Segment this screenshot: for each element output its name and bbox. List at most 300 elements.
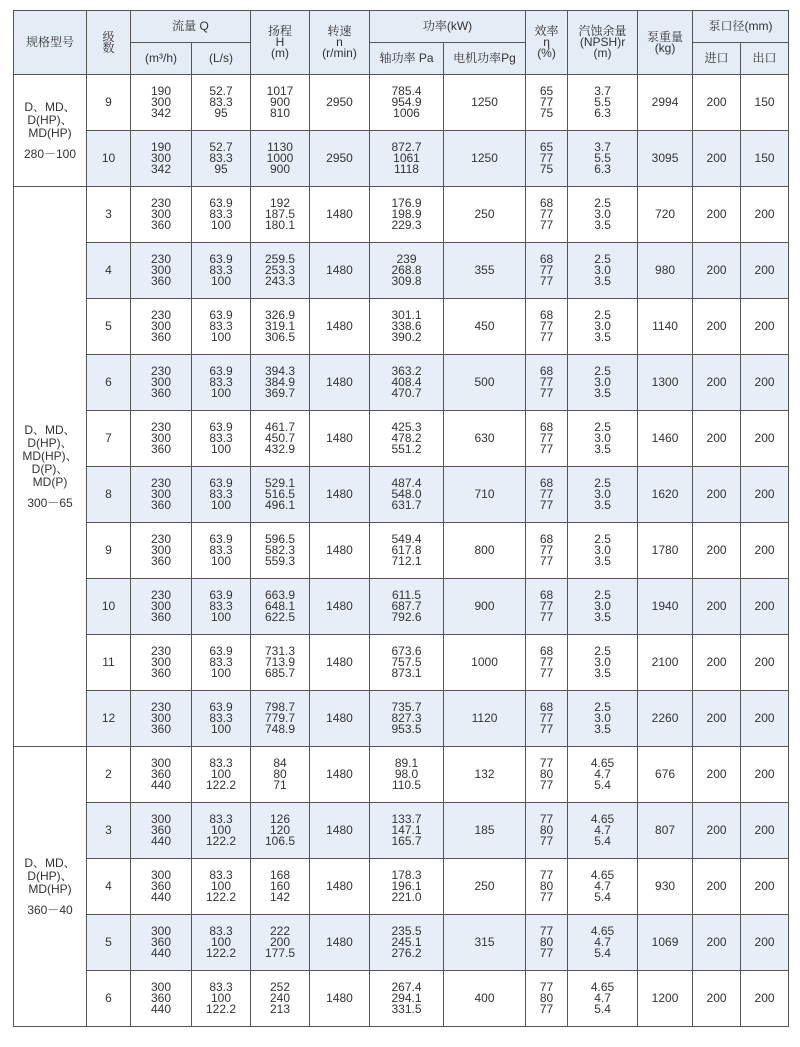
motor-power-cell: 185: [444, 803, 526, 859]
stages-cell: 3: [87, 803, 131, 859]
motor-power-cell: 132: [444, 747, 526, 803]
cell-value: 52.7: [209, 140, 233, 154]
cell-value: 77: [539, 375, 554, 389]
cell-value: 80: [539, 823, 554, 837]
outlet-cell: 200: [741, 747, 789, 803]
stages-cell: 12: [87, 691, 131, 747]
cell-value: 77: [539, 868, 554, 882]
inlet-cell: 200: [693, 859, 741, 915]
cell-value: 360: [150, 666, 172, 680]
cell-value: 394.3: [265, 364, 296, 378]
table-row: [14, 355, 789, 411]
cell-value: 230: [150, 700, 172, 714]
stages-cell: 5: [87, 915, 131, 971]
cell-value: 4.65: [590, 980, 615, 994]
cell-value: 360: [150, 823, 172, 837]
cell-value: 663.9: [265, 588, 296, 602]
cell-value: 176.9: [391, 196, 422, 210]
outlet-cell: 200: [741, 243, 789, 299]
cell-value: 77: [539, 554, 554, 568]
cell-value: 440: [150, 890, 172, 904]
cell-value: 300: [150, 868, 172, 882]
cell-value: 77: [539, 274, 554, 288]
cell-value: 2.5: [594, 420, 611, 434]
cell-value: 360: [150, 722, 172, 736]
cell-value: 6.3: [594, 162, 611, 176]
efficiency-cell: [526, 915, 568, 971]
efficiency-cell: [526, 299, 568, 355]
cell-value: 259.5: [265, 252, 296, 266]
cell-value: 83.3: [209, 599, 233, 613]
cell-value: 168: [270, 868, 291, 882]
flow-ls-cell: [192, 187, 251, 243]
header-motor-power: 电机功率Pg: [444, 43, 526, 75]
cell-value: 100: [210, 498, 232, 512]
cell-value: 276.2: [391, 946, 422, 960]
speed-cell: 1480: [310, 187, 370, 243]
pump-spec-table: [13, 10, 789, 1027]
efficiency-cell: [526, 691, 568, 747]
cell-value: 3.5: [594, 330, 611, 344]
cell-value: 294.1: [391, 991, 422, 1005]
flow-ls-cell: [192, 915, 251, 971]
model-name-line: D(HP)、: [27, 435, 73, 450]
cell-value: 900: [270, 162, 291, 176]
cell-value: 1006: [393, 106, 420, 120]
inlet-cell: 200: [693, 75, 741, 131]
flow-ls-cell: [192, 747, 251, 803]
flow-m3h-cell: [131, 523, 192, 579]
stages-cell: 11: [87, 635, 131, 691]
flow-ls-cell: [192, 75, 251, 131]
speed-cell: 1480: [310, 411, 370, 467]
cell-value: 785.4: [391, 84, 422, 98]
shaft-power-cell: [370, 187, 444, 243]
shaft-power-cell: [370, 243, 444, 299]
npsh-cell: [568, 635, 638, 691]
model-cell: [14, 187, 87, 747]
cell-value: 3.0: [594, 655, 611, 669]
cell-value: 954.9: [391, 95, 422, 109]
cell-value: 900: [270, 95, 291, 109]
npsh-cell: [568, 971, 638, 1027]
model-name-line: MD(P): [32, 474, 68, 489]
flow-m3h-cell: [131, 915, 192, 971]
speed-cell: 2950: [310, 131, 370, 187]
speed-cell: 1480: [310, 467, 370, 523]
flow-ls-cell: [192, 803, 251, 859]
table-header: [14, 11, 789, 75]
cell-value: 798.7: [265, 700, 296, 714]
cell-value: 3.5: [594, 218, 611, 232]
npsh-cell: [568, 691, 638, 747]
cell-value: 235.5: [391, 924, 422, 938]
outlet-cell: 200: [741, 915, 789, 971]
cell-value: 230: [150, 644, 172, 658]
cell-value: 77: [539, 263, 554, 277]
flow-m3h-cell: [131, 803, 192, 859]
cell-value: 611.5: [391, 588, 422, 602]
speed-cell: 1480: [310, 523, 370, 579]
cell-value: 360: [150, 610, 172, 624]
head-cell: [251, 523, 310, 579]
weight-cell: 1780: [638, 523, 693, 579]
inlet-cell: 200: [693, 243, 741, 299]
table-row: [14, 243, 789, 299]
cell-value: 360: [150, 274, 172, 288]
cell-value: 300: [150, 487, 172, 501]
header-outlet: 出口: [741, 43, 789, 75]
cell-value: 83.3: [209, 655, 233, 669]
npsh-cell: [568, 523, 638, 579]
speed-cell: 1480: [310, 915, 370, 971]
npsh-cell: [568, 859, 638, 915]
table-body: [14, 75, 789, 1027]
weight-cell: 720: [638, 187, 693, 243]
header-inlet: 进口: [693, 43, 741, 75]
cell-value: 95: [214, 162, 228, 176]
cell-value: 65: [539, 84, 554, 98]
cell-value: 177.5: [265, 946, 296, 960]
cell-value: 408.4: [391, 375, 422, 389]
cell-value: 5.4: [594, 946, 611, 960]
weight-cell: 930: [638, 859, 693, 915]
cell-value: 77: [539, 218, 554, 232]
shaft-power-cell: [370, 971, 444, 1027]
cell-value: 122.2: [205, 890, 237, 904]
cell-value: 360: [150, 330, 172, 344]
head-cell: [251, 971, 310, 1027]
cell-value: 190: [150, 84, 172, 98]
cell-value: 71: [273, 778, 287, 792]
header-model: 规格型号: [14, 11, 87, 75]
efficiency-cell: [526, 411, 568, 467]
cell-value: 3.5: [594, 722, 611, 736]
cell-value: 83.3: [209, 980, 233, 994]
stages-cell: 3: [87, 187, 131, 243]
motor-power-cell: 1250: [444, 131, 526, 187]
cell-value: 2.5: [594, 588, 611, 602]
cell-value: 648.1: [265, 599, 296, 613]
cell-value: 95: [214, 106, 228, 120]
header-power: 功率(kW): [370, 11, 526, 43]
cell-value: 68: [539, 644, 554, 658]
cell-value: 3.0: [594, 375, 611, 389]
cell-value: 551.2: [391, 442, 422, 456]
cell-value: 122.2: [205, 1002, 237, 1016]
cell-value: 245.1: [391, 935, 422, 949]
weight-cell: 1940: [638, 579, 693, 635]
cell-value: 3.5: [594, 386, 611, 400]
cell-value: 1130: [267, 140, 293, 154]
cell-value: 712.1: [391, 554, 422, 568]
head-cell: [251, 691, 310, 747]
cell-value: 80: [539, 991, 554, 1005]
outlet-cell: 200: [741, 187, 789, 243]
outlet-cell: 200: [741, 579, 789, 635]
head-cell: [251, 243, 310, 299]
flow-m3h-cell: [131, 859, 192, 915]
header-stages: 级 数: [87, 11, 131, 75]
cell-value: 300: [150, 599, 172, 613]
motor-power-cell: 315: [444, 915, 526, 971]
outlet-cell: 200: [741, 803, 789, 859]
cell-value: 309.8: [391, 274, 422, 288]
cell-value: 77: [539, 946, 554, 960]
stages-cell: 6: [87, 971, 131, 1027]
cell-value: 2.5: [594, 364, 611, 378]
cell-value: 300: [150, 756, 172, 770]
cell-value: 440: [150, 778, 172, 792]
cell-value: 3.5: [594, 554, 611, 568]
cell-value: 360: [150, 935, 172, 949]
inlet-cell: 200: [693, 915, 741, 971]
cell-value: 685.7: [265, 666, 296, 680]
outlet-cell: 150: [741, 131, 789, 187]
table-row: [14, 467, 789, 523]
speed-cell: 1480: [310, 803, 370, 859]
cell-value: 2.5: [594, 308, 611, 322]
speed-cell: 1480: [310, 243, 370, 299]
cell-value: 68: [539, 476, 554, 490]
cell-value: 3.0: [594, 263, 611, 277]
header-speed: 转速 n (r/min): [310, 11, 370, 75]
cell-value: 3.0: [594, 431, 611, 445]
weight-cell: 1300: [638, 355, 693, 411]
head-cell: [251, 299, 310, 355]
cell-value: 77: [539, 498, 554, 512]
cell-value: 596.5: [265, 532, 296, 546]
cell-value: 1118: [394, 162, 419, 176]
cell-value: 83.3: [209, 812, 233, 826]
cell-value: 548.0: [391, 487, 422, 501]
cell-value: 300: [150, 980, 172, 994]
outlet-cell: 200: [741, 523, 789, 579]
cell-value: 75: [539, 162, 554, 176]
cell-value: 230: [150, 588, 172, 602]
outlet-cell: 200: [741, 635, 789, 691]
cell-value: 126: [270, 812, 291, 826]
table-row: [14, 411, 789, 467]
outlet-cell: 200: [741, 691, 789, 747]
cell-value: 3.0: [594, 711, 611, 725]
shaft-power-cell: [370, 467, 444, 523]
cell-value: 301.1: [391, 308, 422, 322]
flow-m3h-cell: [131, 691, 192, 747]
cell-value: 3.5: [594, 274, 611, 288]
cell-value: 80: [273, 767, 287, 781]
shaft-power-cell: [370, 691, 444, 747]
npsh-cell: [568, 355, 638, 411]
model-name-line: D、MD、: [24, 855, 76, 870]
cell-value: 147.1: [391, 823, 422, 837]
cell-value: 360: [150, 554, 172, 568]
cell-value: 748.9: [265, 722, 296, 736]
cell-value: 187.5: [265, 207, 296, 221]
flow-ls-cell: [192, 579, 251, 635]
shaft-power-cell: [370, 411, 444, 467]
cell-value: 221.0: [391, 890, 422, 904]
header-shaft-power: 轴功率 Pa: [370, 43, 444, 75]
head-cell: [251, 915, 310, 971]
cell-value: 230: [150, 196, 172, 210]
efficiency-cell: [526, 131, 568, 187]
npsh-cell: [568, 803, 638, 859]
table-row: [14, 187, 789, 243]
shaft-power-cell: [370, 859, 444, 915]
cell-value: 319.1: [265, 319, 296, 333]
cell-value: 3.0: [594, 599, 611, 613]
header-flow-ls: (L/s): [192, 43, 251, 75]
cell-value: 827.3: [391, 711, 422, 725]
cell-value: 360: [150, 218, 172, 232]
table-row: [14, 635, 789, 691]
cell-value: 384.9: [265, 375, 296, 389]
cell-value: 2.5: [594, 252, 611, 266]
shaft-power-cell: [370, 579, 444, 635]
model-range: 280－100: [23, 146, 77, 161]
cell-value: 63.9: [209, 196, 233, 210]
table-row: [14, 299, 789, 355]
stages-cell: 9: [87, 75, 131, 131]
model-name-line: D、MD、: [24, 99, 76, 114]
header-flow: 流量 Q: [131, 11, 251, 43]
npsh-cell: [568, 579, 638, 635]
cell-value: 63.9: [209, 700, 233, 714]
cell-value: 83.3: [209, 924, 233, 938]
cell-value: 5.4: [594, 778, 611, 792]
cell-value: 4.7: [594, 991, 611, 1005]
cell-value: 631.7: [391, 498, 422, 512]
cell-value: 77: [539, 1002, 554, 1016]
table-row: [14, 579, 789, 635]
model-cell: [14, 747, 87, 1027]
npsh-cell: [568, 747, 638, 803]
cell-value: 77: [539, 711, 554, 725]
cell-value: 300: [150, 543, 172, 557]
efficiency-cell: [526, 243, 568, 299]
cell-value: 300: [150, 431, 172, 445]
flow-ls-cell: [192, 523, 251, 579]
cell-value: 326.9: [265, 308, 296, 322]
cell-value: 77: [539, 655, 554, 669]
flow-m3h-cell: [131, 355, 192, 411]
speed-cell: 2950: [310, 75, 370, 131]
cell-value: 77: [539, 151, 554, 165]
speed-cell: 1480: [310, 579, 370, 635]
efficiency-cell: [526, 579, 568, 635]
cell-value: 4.65: [590, 756, 615, 770]
cell-value: 496.1: [265, 498, 296, 512]
cell-value: 1061: [393, 151, 420, 165]
cell-value: 2.5: [594, 476, 611, 490]
efficiency-cell: [526, 747, 568, 803]
cell-value: 68: [539, 700, 554, 714]
efficiency-cell: [526, 75, 568, 131]
flow-m3h-cell: [131, 411, 192, 467]
cell-value: 240: [270, 991, 291, 1005]
cell-value: 713.9: [265, 655, 296, 669]
cell-value: 106.5: [265, 834, 296, 848]
table-row: [14, 915, 789, 971]
outlet-cell: 150: [741, 75, 789, 131]
motor-power-cell: 400: [444, 971, 526, 1027]
weight-cell: 676: [638, 747, 693, 803]
shaft-power-cell: [370, 75, 444, 131]
inlet-cell: 200: [693, 411, 741, 467]
stages-cell: 2: [87, 747, 131, 803]
cell-value: 83.3: [209, 868, 233, 882]
model-range: 300－65: [27, 495, 73, 510]
flow-m3h-cell: [131, 243, 192, 299]
model-name-line: D(P)、: [31, 461, 69, 476]
cell-value: 360: [150, 498, 172, 512]
inlet-cell: 200: [693, 971, 741, 1027]
outlet-cell: 200: [741, 859, 789, 915]
outlet-cell: 200: [741, 971, 789, 1027]
cell-value: 122.2: [205, 946, 237, 960]
cell-value: 757.5: [391, 655, 422, 669]
cell-value: 4.65: [590, 812, 615, 826]
cell-value: 84: [273, 756, 287, 770]
cell-value: 239: [396, 252, 417, 266]
cell-value: 77: [539, 207, 554, 221]
flow-m3h-cell: [131, 75, 192, 131]
speed-cell: 1480: [310, 691, 370, 747]
cell-value: 300: [150, 812, 172, 826]
cell-value: 360: [150, 767, 172, 781]
flow-ls-cell: [192, 131, 251, 187]
cell-value: 369.7: [265, 386, 296, 400]
cell-value: 77: [539, 812, 554, 826]
cell-value: 83.3: [209, 756, 233, 770]
cell-value: 77: [539, 487, 554, 501]
cell-value: 178.3: [391, 868, 422, 882]
cell-value: 4.7: [594, 935, 611, 949]
model-name-line: D(HP)、: [27, 868, 73, 883]
outlet-cell: 200: [741, 411, 789, 467]
cell-value: 65: [539, 140, 554, 154]
table-row: [14, 859, 789, 915]
model-range: 360－40: [27, 902, 73, 917]
cell-value: 100: [210, 767, 232, 781]
flow-ls-cell: [192, 243, 251, 299]
cell-value: 89.1: [394, 756, 419, 770]
motor-power-cell: 250: [444, 859, 526, 915]
cell-value: 450.7: [265, 431, 296, 445]
cell-value: 3.0: [594, 207, 611, 221]
cell-value: 77: [539, 610, 554, 624]
inlet-cell: 200: [693, 747, 741, 803]
cell-value: 230: [150, 364, 172, 378]
cell-value: 68: [539, 252, 554, 266]
inlet-cell: 200: [693, 635, 741, 691]
efficiency-cell: [526, 635, 568, 691]
cell-value: 3.0: [594, 543, 611, 557]
cell-value: 3.5: [594, 442, 611, 456]
cell-value: 100: [210, 386, 232, 400]
cell-value: 63.9: [209, 308, 233, 322]
efficiency-cell: [526, 859, 568, 915]
cell-value: 133.7: [391, 812, 422, 826]
head-cell: [251, 355, 310, 411]
cell-value: 300: [150, 655, 172, 669]
cell-value: 180.1: [265, 218, 296, 232]
cell-value: 63.9: [209, 420, 233, 434]
cell-value: 300: [150, 263, 172, 277]
stages-cell: 4: [87, 243, 131, 299]
model-name-line: D(HP)、: [27, 112, 73, 127]
